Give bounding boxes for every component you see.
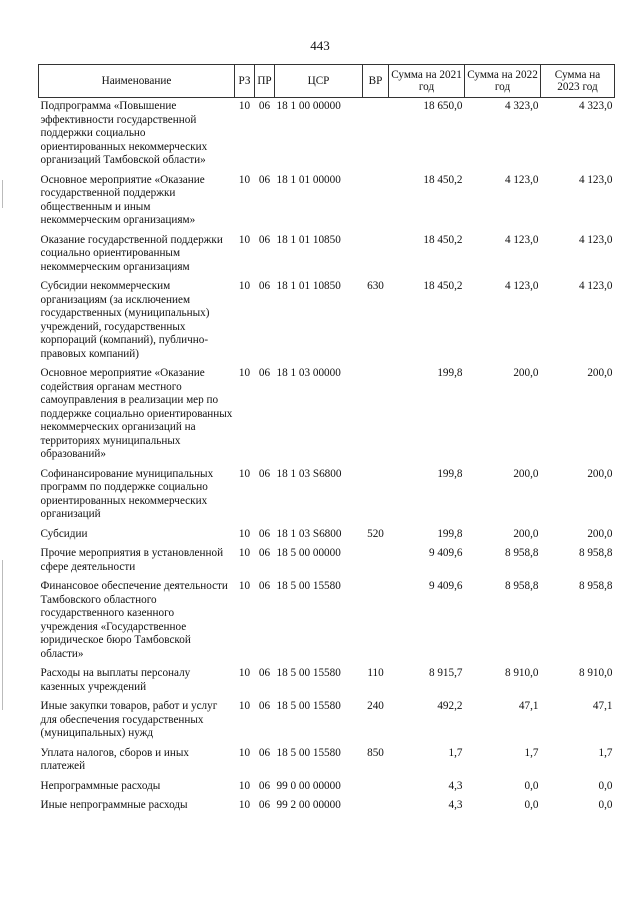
cell-name: Софинансирование муниципальных программ по поддержке социально ориентированных некоммерческих организаций	[40, 467, 214, 520]
cell-name: Финансовое обеспечение деятельности Тамбовского областного государственного казенного учреждения «Государственное юридическое бюро Тамбовской области»	[40, 580, 228, 660]
cell-y2022: 4 123,0	[504, 280, 539, 292]
cell-name: Уплата налогов, сборов и иных платежей	[40, 746, 190, 772]
cell-name: Непрограммные расходы	[40, 779, 161, 792]
cell-pr: 06	[258, 100, 271, 112]
table-row	[39, 799, 615, 819]
header-pr: ПР	[255, 65, 275, 98]
cell-rz: 10	[238, 367, 251, 379]
cell-y2023: 4 123,0	[578, 233, 613, 246]
cell-csr: 18 1 01 10850	[276, 233, 341, 246]
cell-rz: 10	[238, 547, 251, 559]
cell-vr	[363, 98, 389, 174]
cell-pr: 06	[258, 746, 271, 759]
cell-y2023: 4 123,0	[578, 280, 613, 292]
cell-pr: 06	[258, 667, 271, 679]
cell-name: Субсидии некоммерческим организациям (за исключением государственных (муниципальных) учреждений, государственных корпораций (компаний), публично-правовых компаний)	[40, 280, 210, 360]
cell-name: Основное мероприятие «Оказание государственной поддержки общественным и иным некоммерческим организациям»	[40, 173, 205, 226]
cell-y2022: 8 958,8	[504, 547, 539, 559]
cell-csr: 18 1 03 S6800	[276, 527, 342, 540]
cell-y2021: 8 915,7	[428, 667, 463, 679]
cell-vr: 110	[367, 667, 384, 679]
cell-y2022: 4 123,0	[504, 173, 539, 186]
cell-rz: 10	[238, 280, 251, 292]
cell-rz: 10	[238, 100, 251, 112]
cell-pr: 06	[258, 233, 271, 246]
cell-rz: 10	[238, 799, 251, 811]
table-row	[39, 700, 615, 747]
cell-vr: 240	[367, 700, 384, 712]
cell-vr	[363, 367, 389, 468]
cell-y2023: 4 323,0	[578, 100, 613, 112]
cell-y2021: 1,7	[448, 746, 463, 759]
cell-y2022: 0,0	[524, 799, 539, 811]
cell-y2021: 492,2	[437, 700, 463, 712]
cell-csr: 18 5 00 15580	[276, 580, 341, 592]
cell-y2021: 18 450,2	[423, 173, 463, 186]
cell-y2023: 8 910,0	[578, 667, 613, 679]
cell-y2023: 8 958,8	[578, 547, 613, 559]
cell-pr: 06	[258, 779, 271, 792]
cell-pr: 06	[258, 799, 271, 811]
cell-rz: 10	[238, 233, 251, 246]
cell-vr	[363, 468, 389, 528]
header-sum-2021: Сумма на 2021 год	[389, 65, 465, 98]
table-row	[39, 547, 615, 580]
cell-y2022: 1,7	[524, 746, 539, 759]
table-row	[39, 367, 615, 468]
table-row	[39, 528, 615, 548]
table-row	[39, 280, 615, 367]
cell-csr: 18 1 00 00000	[276, 100, 341, 112]
cell-csr: 18 1 03 00000	[276, 367, 341, 379]
cell-y2021: 18 650,0	[423, 100, 463, 112]
cell-name: Иные непрограммные расходы	[40, 799, 188, 811]
cell-y2023: 0,0	[598, 779, 613, 792]
cell-y2022: 200,0	[513, 367, 539, 379]
scan-edge-mark	[2, 560, 3, 710]
cell-y2023: 8 958,8	[578, 580, 613, 592]
cell-name: Оказание государственной поддержки социально ориентированным некоммерческим организациям	[40, 233, 223, 273]
cell-name: Подпрограмма «Повышение эффективности государственной поддержки социально ориентированных некоммерческих организаций Тамбовской области»	[40, 100, 208, 166]
cell-csr: 18 5 00 15580	[276, 667, 341, 679]
cell-pr: 06	[258, 700, 271, 712]
cell-y2021: 9 409,6	[428, 547, 463, 559]
cell-y2022: 4 323,0	[504, 100, 539, 112]
cell-csr: 18 5 00 00000	[276, 547, 341, 559]
cell-y2022: 8 910,0	[504, 667, 539, 679]
table-row	[39, 98, 615, 174]
cell-y2021: 199,8	[437, 367, 463, 379]
cell-pr: 06	[258, 547, 271, 559]
cell-y2022: 200,0	[513, 527, 539, 540]
cell-y2023: 200,0	[587, 527, 613, 540]
cell-vr	[363, 174, 389, 234]
cell-y2022: 0,0	[524, 779, 539, 792]
cell-pr: 06	[258, 367, 271, 379]
cell-y2023: 4 123,0	[578, 173, 613, 186]
cell-y2021: 199,8	[437, 527, 463, 540]
cell-rz: 10	[238, 779, 251, 792]
cell-vr	[363, 799, 389, 819]
cell-vr	[363, 234, 389, 281]
scan-edge-mark	[2, 180, 3, 208]
table-row	[39, 667, 615, 700]
cell-csr: 18 1 01 00000	[276, 173, 341, 186]
cell-csr: 18 1 01 10850	[276, 280, 341, 292]
cell-y2022: 47,1	[518, 700, 539, 712]
cell-vr	[363, 780, 389, 800]
cell-pr: 06	[258, 467, 271, 480]
cell-csr: 18 5 00 15580	[276, 746, 341, 759]
cell-vr	[363, 547, 389, 580]
header-rz: РЗ	[235, 65, 255, 98]
table-row	[39, 174, 615, 234]
cell-vr: 630	[367, 280, 384, 292]
cell-pr: 06	[258, 280, 271, 292]
table-row	[39, 580, 615, 667]
cell-csr: 99 2 00 00000	[276, 799, 341, 811]
cell-vr: 850	[367, 746, 384, 759]
cell-pr: 06	[258, 173, 271, 186]
cell-y2021: 4,3	[448, 779, 463, 792]
cell-y2023: 0,0	[598, 799, 613, 811]
cell-csr: 99 0 00 00000	[276, 779, 341, 792]
cell-y2022: 200,0	[513, 467, 539, 480]
cell-y2023: 200,0	[587, 367, 613, 379]
cell-name: Иные закупки товаров, работ и услуг для обеспечения государственных (муниципальных) нужд	[40, 700, 218, 739]
header-sum-2022: Сумма на 2022 год	[465, 65, 541, 98]
cell-name: Прочие мероприятия в установленной сфере деятельности	[40, 547, 224, 573]
cell-y2023: 1,7	[598, 746, 613, 759]
table-header-row	[39, 65, 615, 98]
table-row	[39, 780, 615, 800]
header-sum-2023: Сумма на 2023 год	[541, 65, 615, 98]
cell-rz: 10	[238, 667, 251, 679]
cell-rz: 10	[238, 527, 251, 540]
table-row	[39, 747, 615, 780]
table-row	[39, 234, 615, 281]
cell-pr: 06	[258, 527, 271, 540]
cell-csr: 18 1 03 S6800	[276, 467, 342, 480]
cell-y2023: 200,0	[587, 467, 613, 480]
cell-name: Основное мероприятие «Оказание содействия органам местного самоуправления в реализации мер по поддержке социально ориентированных некоммерческих организаций на территориях муниципальных образований»	[40, 367, 233, 460]
cell-rz: 10	[238, 467, 251, 480]
cell-y2021: 4,3	[448, 799, 463, 811]
cell-y2022: 4 123,0	[504, 233, 539, 246]
page-number: 443	[310, 38, 330, 53]
header-vr: ВР	[363, 65, 389, 98]
cell-y2021: 9 409,6	[428, 580, 463, 592]
cell-y2021: 18 450,2	[423, 280, 463, 292]
cell-rz: 10	[238, 746, 251, 759]
cell-y2023: 47,1	[592, 700, 613, 712]
cell-vr: 520	[367, 527, 384, 540]
budget-table	[38, 64, 615, 819]
header-csr: ЦСР	[275, 65, 363, 98]
cell-name: Субсидии	[40, 527, 88, 540]
cell-vr	[363, 580, 389, 667]
cell-pr: 06	[258, 580, 271, 592]
table-row	[39, 468, 615, 528]
cell-name: Расходы на выплаты персоналу казенных учреждений	[40, 667, 191, 693]
header-name: Наименование	[39, 65, 235, 98]
cell-csr: 18 5 00 15580	[276, 700, 341, 712]
cell-y2022: 8 958,8	[504, 580, 539, 592]
cell-y2021: 18 450,2	[423, 233, 463, 246]
cell-rz: 10	[238, 700, 251, 712]
cell-rz: 10	[238, 173, 251, 186]
cell-y2021: 199,8	[437, 467, 463, 480]
cell-rz: 10	[238, 580, 251, 592]
